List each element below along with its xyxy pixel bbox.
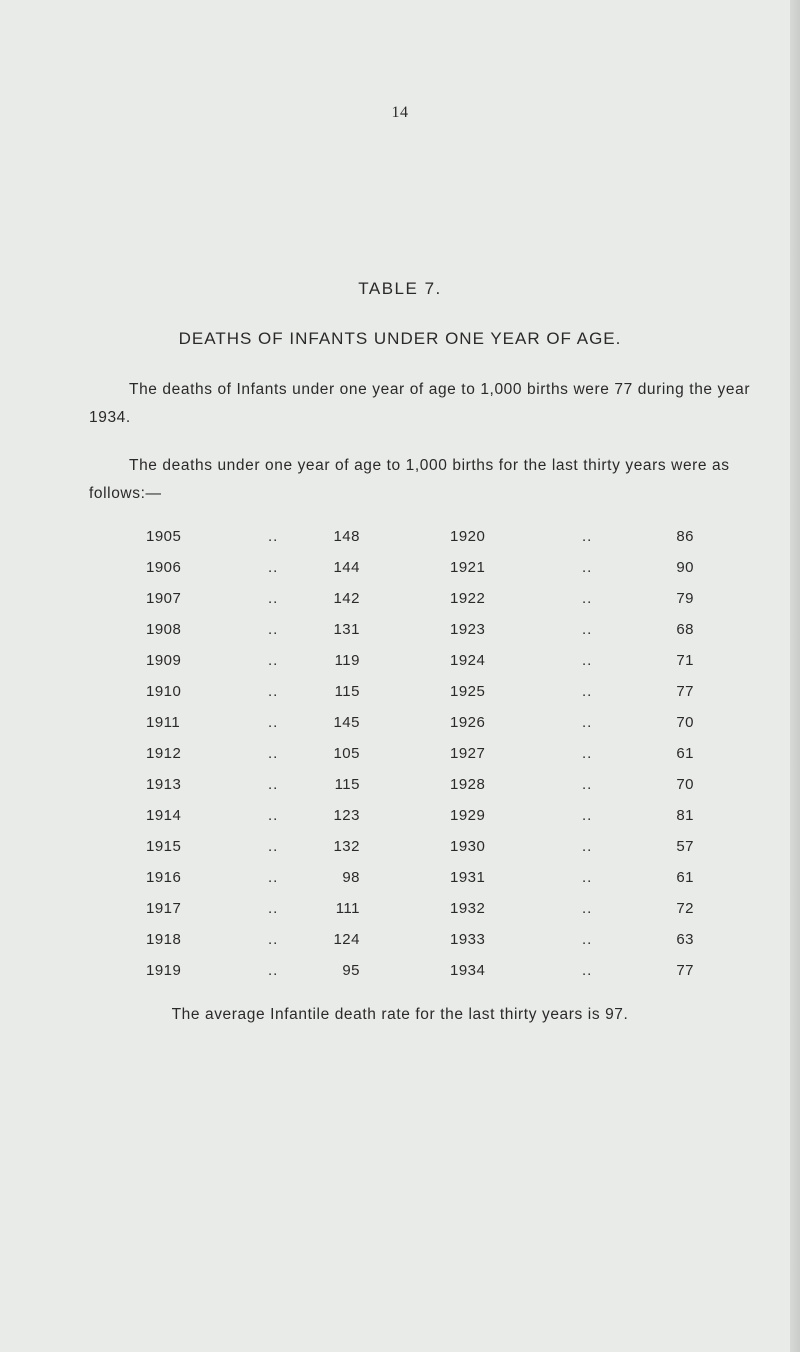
year-cell: 1918	[146, 931, 182, 948]
year-cell: 1934	[450, 962, 486, 979]
leader-dots: ..	[268, 745, 279, 762]
year-cell: 1915	[146, 838, 182, 855]
leader-dots: ..	[582, 590, 593, 607]
leader-dots: ..	[268, 776, 279, 793]
page-subtitle: DEATHS OF INFANTS UNDER ONE YEAR OF AGE.	[178, 329, 622, 348]
year-cell: 1909	[146, 652, 182, 669]
rate-cell: 70	[676, 714, 694, 731]
leader-dots: ..	[582, 838, 593, 855]
table-row	[0, 621, 800, 652]
rate-cell: 79	[676, 590, 694, 607]
year-cell: 1932	[450, 900, 486, 917]
year-cell: 1914	[146, 807, 182, 824]
rate-cell: 72	[676, 900, 694, 917]
year-cell: 1908	[146, 621, 182, 638]
rate-cell: 119	[334, 652, 360, 669]
rate-cell: 142	[333, 590, 360, 607]
rate-cell: 61	[676, 745, 694, 762]
intro-paragraph: The deaths of Infants under one year of age to 1,000 births were 77 during the year 1934.	[89, 381, 751, 426]
leader-dots: ..	[582, 652, 593, 669]
rate-cell: 77	[676, 962, 694, 979]
average-rate-note: The average Infantile death rate for the last thirty years is 97.	[171, 1006, 629, 1023]
table-row	[0, 683, 800, 714]
leader-dots: ..	[268, 621, 279, 638]
leader-dots: ..	[268, 807, 279, 824]
year-cell: 1923	[450, 621, 486, 638]
leader-dots: ..	[268, 559, 279, 576]
year-cell: 1929	[450, 807, 486, 824]
table-row	[0, 745, 800, 776]
leader-dots: ..	[268, 838, 279, 855]
table-intro-paragraph: The deaths under one year of age to 1,000 births for the last thirty years were as follows:—	[89, 457, 730, 502]
leader-dots: ..	[582, 807, 593, 824]
leader-dots: ..	[582, 962, 593, 979]
year-cell: 1919	[146, 962, 182, 979]
year-cell: 1933	[450, 931, 486, 948]
year-cell: 1927	[450, 745, 486, 762]
year-cell: 1931	[450, 869, 486, 886]
rate-cell: 68	[676, 621, 694, 638]
rate-cell: 144	[333, 559, 360, 576]
page-number: 14	[391, 104, 409, 121]
leader-dots: ..	[582, 931, 593, 948]
leader-dots: ..	[582, 869, 593, 886]
leader-dots: ..	[582, 621, 593, 638]
table-row	[0, 590, 800, 621]
leader-dots: ..	[268, 652, 279, 669]
rate-cell: 63	[676, 931, 694, 948]
rate-cell: 115	[334, 776, 360, 793]
rate-cell: 81	[676, 807, 694, 824]
table-row	[0, 962, 800, 993]
rate-cell: 131	[333, 621, 360, 638]
year-cell: 1930	[450, 838, 486, 855]
leader-dots: ..	[582, 683, 593, 700]
rate-cell: 124	[333, 931, 360, 948]
rate-cell: 77	[676, 683, 694, 700]
leader-dots: ..	[268, 962, 279, 979]
death-rate-table	[0, 528, 800, 993]
year-cell: 1913	[146, 776, 182, 793]
year-cell: 1926	[450, 714, 486, 731]
table-title: TABLE 7.	[358, 279, 442, 298]
table-row	[0, 807, 800, 838]
table-row	[0, 776, 800, 807]
year-cell: 1928	[450, 776, 486, 793]
year-cell: 1921	[450, 559, 486, 576]
rate-cell: 61	[676, 869, 694, 886]
leader-dots: ..	[582, 745, 593, 762]
leader-dots: ..	[268, 683, 279, 700]
leader-dots: ..	[582, 776, 593, 793]
leader-dots: ..	[268, 714, 279, 731]
year-cell: 1920	[450, 528, 486, 545]
year-cell: 1917	[146, 900, 182, 917]
rate-cell: 145	[333, 714, 360, 731]
leader-dots: ..	[582, 559, 593, 576]
year-cell: 1912	[146, 745, 182, 762]
year-cell: 1907	[146, 590, 182, 607]
rate-cell: 105	[333, 745, 360, 762]
leader-dots: ..	[268, 590, 279, 607]
leader-dots: ..	[268, 931, 279, 948]
rate-cell: 115	[334, 683, 360, 700]
rate-cell: 123	[333, 807, 360, 824]
year-cell: 1924	[450, 652, 486, 669]
rate-cell: 95	[342, 962, 360, 979]
year-cell: 1925	[450, 683, 486, 700]
leader-dots: ..	[582, 714, 593, 731]
rate-cell: 98	[342, 869, 360, 886]
leader-dots: ..	[268, 528, 279, 545]
leader-dots: ..	[268, 900, 279, 917]
table-row	[0, 838, 800, 869]
rate-cell: 57	[676, 838, 694, 855]
year-cell: 1910	[146, 683, 182, 700]
rate-cell: 71	[676, 652, 694, 669]
year-cell: 1906	[146, 559, 182, 576]
table-row	[0, 652, 800, 683]
leader-dots: ..	[582, 528, 593, 545]
year-cell: 1905	[146, 528, 182, 545]
year-cell: 1916	[146, 869, 182, 886]
rate-cell: 111	[335, 900, 360, 917]
table-row	[0, 931, 800, 962]
table-row	[0, 900, 800, 931]
table-row	[0, 869, 800, 900]
table-row	[0, 714, 800, 745]
leader-dots: ..	[582, 900, 593, 917]
year-cell: 1922	[450, 590, 486, 607]
rate-cell: 86	[676, 528, 694, 545]
rate-cell: 132	[333, 838, 360, 855]
year-cell: 1911	[146, 714, 181, 731]
table-row	[0, 559, 800, 590]
leader-dots: ..	[268, 869, 279, 886]
rate-cell: 90	[676, 559, 694, 576]
table-row	[0, 528, 800, 559]
rate-cell: 148	[333, 528, 360, 545]
rate-cell: 70	[676, 776, 694, 793]
